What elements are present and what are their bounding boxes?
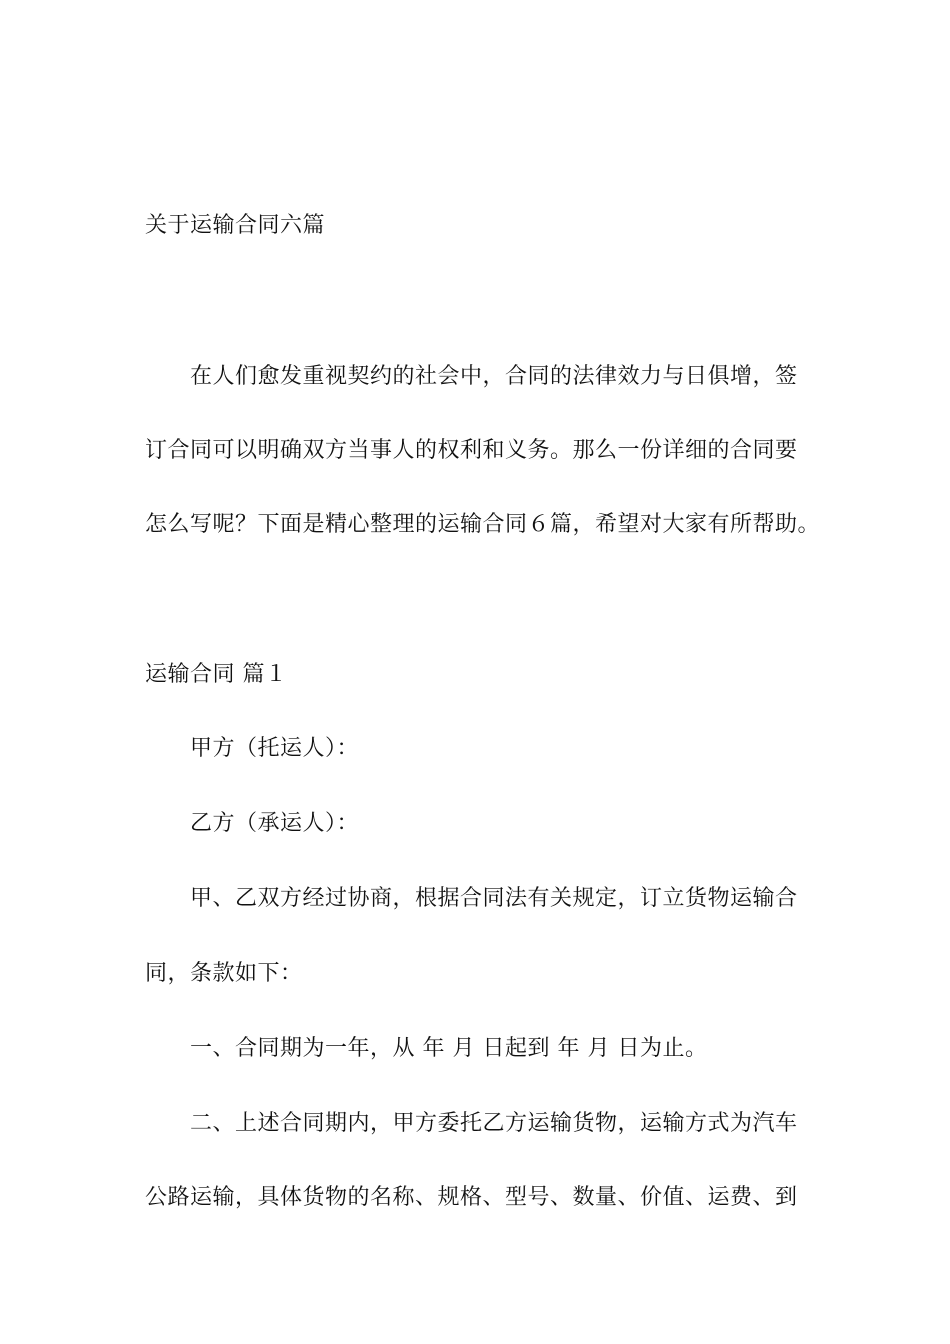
party-a-line: 甲方（托运人）： bbox=[190, 736, 360, 761]
clause-2-line-1: 二、上述合同期内，甲方委托乙方运输货物，运输方式为汽车 bbox=[190, 1111, 798, 1136]
document-title: 关于运输合同六篇 bbox=[145, 213, 326, 238]
party-b-line: 乙方（承运人）： bbox=[190, 811, 360, 836]
agreement-line-1: 甲、乙双方经过协商，根据合同法有关规定，订立货物运输合 bbox=[190, 886, 798, 911]
clause-1-line: 一、合同期为一年，从 年 月 日起到 年 月 日为止。 bbox=[190, 1036, 708, 1061]
intro-line-1: 在人们愈发重视契约的社会中，合同的法律效力与日俱增，签 bbox=[190, 364, 798, 389]
intro-line-3: 怎么写呢？下面是精心整理的运输合同６篇，希望对大家有所帮助。 bbox=[145, 512, 821, 537]
agreement-line-2: 同，条款如下： bbox=[145, 961, 303, 986]
clause-2-line-2: 公路运输，具体货物的名称、规格、型号、数量、价值、运费、到 bbox=[145, 1185, 798, 1210]
section-heading: 运输合同 篇１ bbox=[145, 662, 288, 687]
intro-line-2: 订合同可以明确双方当事人的权利和义务。那么一份详细的合同要 bbox=[145, 438, 798, 463]
